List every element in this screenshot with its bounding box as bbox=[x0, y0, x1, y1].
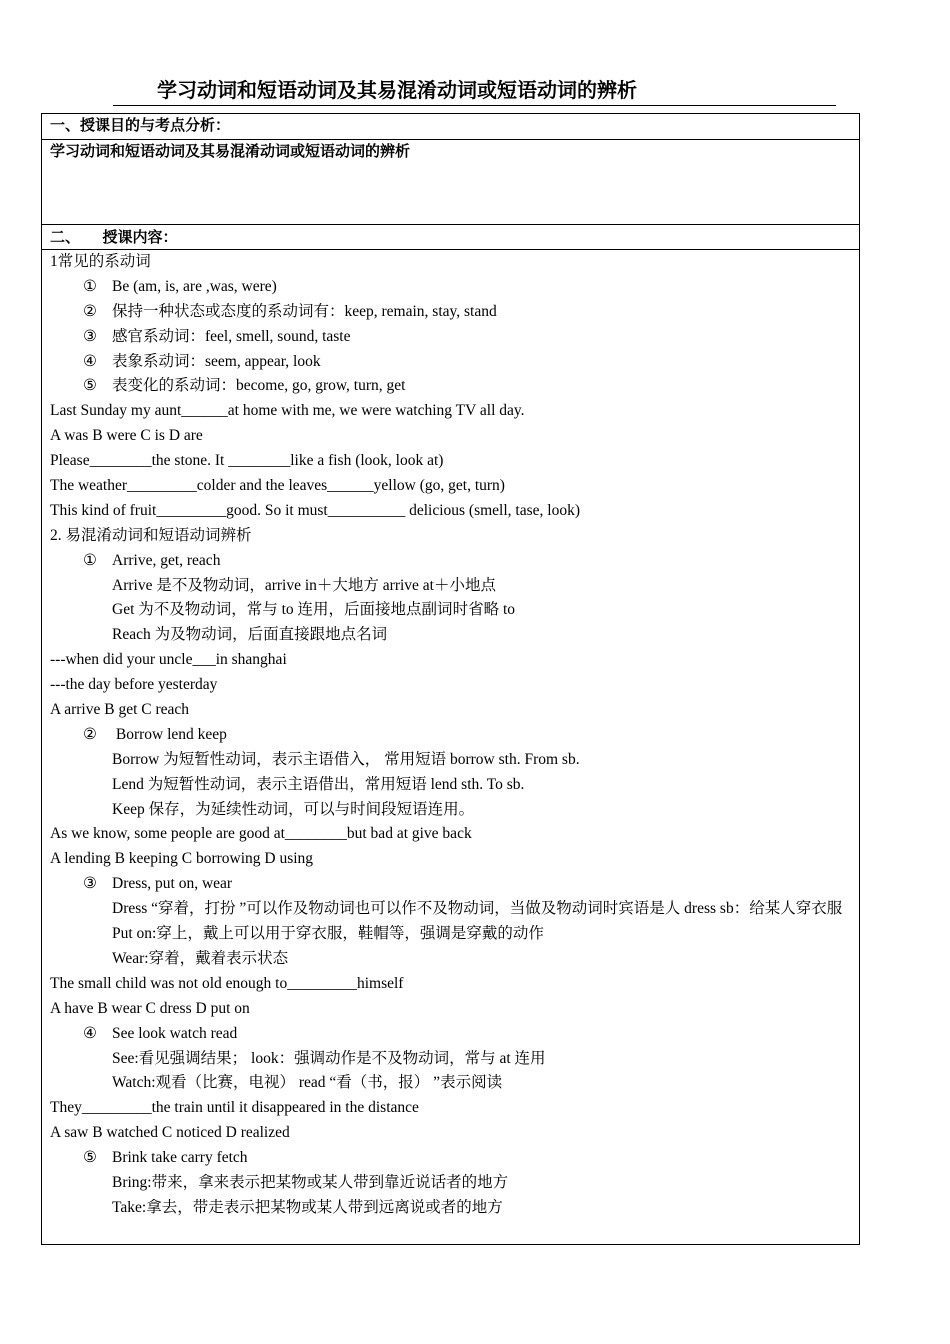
content-line bbox=[50, 574, 859, 599]
section2-content bbox=[42, 250, 859, 1221]
section2-heading-row bbox=[42, 225, 859, 250]
content-line bbox=[50, 822, 859, 847]
content-line bbox=[50, 1022, 859, 1047]
content-line bbox=[50, 698, 859, 723]
section1-heading-row bbox=[42, 114, 859, 140]
section2-heading: 二、 授课内容： bbox=[50, 230, 178, 246]
content-line bbox=[50, 773, 859, 798]
content-line bbox=[50, 673, 859, 698]
content-line bbox=[50, 1146, 859, 1171]
content-line bbox=[50, 374, 859, 399]
content-line bbox=[50, 300, 859, 325]
line-text: Put on:穿上，戴上可以用于穿衣服，鞋帽等，强调是穿戴的动作 bbox=[112, 925, 544, 943]
line-text: Lend 为短暂性动词，表示主语借出，常用短语 lend sth. To sb. bbox=[112, 775, 525, 793]
lesson-table bbox=[41, 113, 860, 1245]
line-text: A lending B keeping C borrowing D using bbox=[50, 850, 314, 868]
line-text: This kind of fruit_________good. So it must__________ delicious (smell, tase, look) bbox=[50, 501, 580, 519]
line-text: The weather_________colder and the leaves______yellow (go, get, turn) bbox=[50, 477, 505, 495]
content-line bbox=[50, 847, 859, 872]
content-line bbox=[50, 524, 859, 549]
content-line bbox=[50, 275, 859, 300]
line-text: Please________the stone. It ________like a fish (look, look at) bbox=[50, 452, 444, 470]
section1-content: 学习动词和短语动词及其易混淆动词或短语动词的辨析 bbox=[50, 144, 411, 160]
content-line bbox=[50, 1096, 859, 1121]
content-line bbox=[50, 499, 859, 524]
line-text: Get 为不及物动词，常与 to 连用，后面接地点副词时省略 to bbox=[112, 601, 515, 619]
line-text: Arrive, get, reach bbox=[112, 551, 221, 569]
list-number: ② bbox=[83, 302, 97, 320]
line-text: See:看见强调结果； look：强调动作是不及物动词，常与 at 连用 bbox=[112, 1049, 546, 1067]
line-text: 表变化的系动词：become, go, grow, turn, get bbox=[112, 377, 406, 395]
content-line bbox=[50, 474, 859, 499]
line-text: A was B were C is D are bbox=[50, 427, 203, 445]
content-line bbox=[50, 449, 859, 474]
line-text: Borrow lend keep bbox=[112, 725, 227, 743]
content-line bbox=[50, 947, 859, 972]
content-line bbox=[50, 798, 859, 823]
content-line bbox=[50, 1071, 859, 1096]
content-line bbox=[50, 922, 859, 947]
line-text: Keep 保存，为延续性动词，可以与时间段短语连用。 bbox=[112, 800, 475, 818]
document-title: 学习动词和短语动词及其易混淆动词或短语动词的辨析 bbox=[113, 76, 836, 106]
content-line bbox=[50, 872, 859, 897]
line-text: Take:拿去，带走表示把某物或某人带到远离说或者的地方 bbox=[112, 1198, 503, 1216]
line-text: A arrive B get C reach bbox=[50, 701, 190, 719]
content-line bbox=[50, 623, 859, 648]
line-text: The small child was not old enough to_________himself bbox=[50, 974, 404, 992]
content-line bbox=[50, 399, 859, 424]
line-text: A saw B watched C noticed D realized bbox=[50, 1124, 290, 1142]
line-text: 感官系动词：feel, smell, sound, taste bbox=[112, 327, 351, 345]
line-text: As we know, some people are good at________but bad at give back bbox=[50, 825, 472, 843]
line-text: 1常见的系动词 bbox=[50, 253, 151, 270]
line-text: 表象系动词：seem, appear, look bbox=[112, 352, 321, 370]
content-line bbox=[50, 897, 859, 922]
content-line bbox=[50, 424, 859, 449]
line-text: A have B wear C dress D put on bbox=[50, 999, 250, 1017]
list-number: ② bbox=[83, 725, 97, 743]
content-line bbox=[50, 350, 859, 375]
line-text: Borrow 为短暂性动词，表示主语借入， 常用短语 borrow sth. From sb. bbox=[112, 750, 580, 768]
line-text: They_________the train until it disappeared in the distance bbox=[50, 1099, 419, 1117]
line-text: ---when did your uncle___in shanghai bbox=[50, 651, 287, 669]
content-line bbox=[50, 1047, 859, 1072]
list-number: ③ bbox=[83, 875, 97, 893]
line-text: Dress “穿着，打扮 ”可以作及物动词也可以作不及物动词，当做及物动词时宾语是人 dress sb：给某人穿衣服 bbox=[112, 900, 843, 918]
content-line bbox=[50, 549, 859, 574]
line-text: See look watch read bbox=[112, 1024, 238, 1042]
content-line bbox=[50, 598, 859, 623]
line-text: Reach 为及物动词，后面直接跟地点名词 bbox=[112, 626, 388, 644]
content-line bbox=[50, 325, 859, 350]
list-number: ① bbox=[83, 277, 97, 295]
content-line bbox=[50, 972, 859, 997]
line-text: Watch:观看（比赛，电视） read “看（书，报） ”表示阅读 bbox=[112, 1074, 503, 1092]
line-text: Brink take carry fetch bbox=[112, 1149, 248, 1167]
line-text: 2. 易混淆动词和短语动词辨析 bbox=[50, 526, 252, 544]
line-text: ---the day before yesterday bbox=[50, 676, 218, 694]
list-number: ⑤ bbox=[83, 377, 97, 395]
line-text: Arrive 是不及物动词，arrive in＋大地方 arrive at＋小地点 bbox=[112, 576, 496, 594]
content-line bbox=[50, 997, 859, 1022]
content-line bbox=[50, 648, 859, 673]
content-line bbox=[50, 1171, 859, 1196]
list-number: ④ bbox=[83, 1024, 97, 1042]
section1-content-row bbox=[42, 140, 859, 225]
list-number: ④ bbox=[83, 352, 97, 370]
content-line bbox=[50, 1196, 859, 1221]
content-line bbox=[50, 723, 859, 748]
section1-heading: 一、授课目的与考点分析： bbox=[50, 118, 231, 134]
content-line bbox=[50, 1121, 859, 1146]
line-text: Bring:带来，拿来表示把某物或某人带到靠近说话者的地方 bbox=[112, 1173, 509, 1191]
content-line bbox=[50, 250, 859, 275]
list-number: ① bbox=[83, 551, 97, 569]
line-text: Wear:穿着，戴着表示状态 bbox=[112, 949, 289, 967]
list-number: ③ bbox=[83, 327, 97, 345]
line-text: Be (am, is, are ,was, were) bbox=[112, 277, 277, 295]
list-number: ⑤ bbox=[83, 1149, 97, 1167]
content-line bbox=[50, 748, 859, 773]
line-text: Last Sunday my aunt______at home with me, we were watching TV all day. bbox=[50, 402, 525, 420]
line-text: 保持一种状态或态度的系动词有：keep, remain, stay, stand bbox=[112, 302, 497, 320]
line-text: Dress, put on, wear bbox=[112, 875, 233, 893]
